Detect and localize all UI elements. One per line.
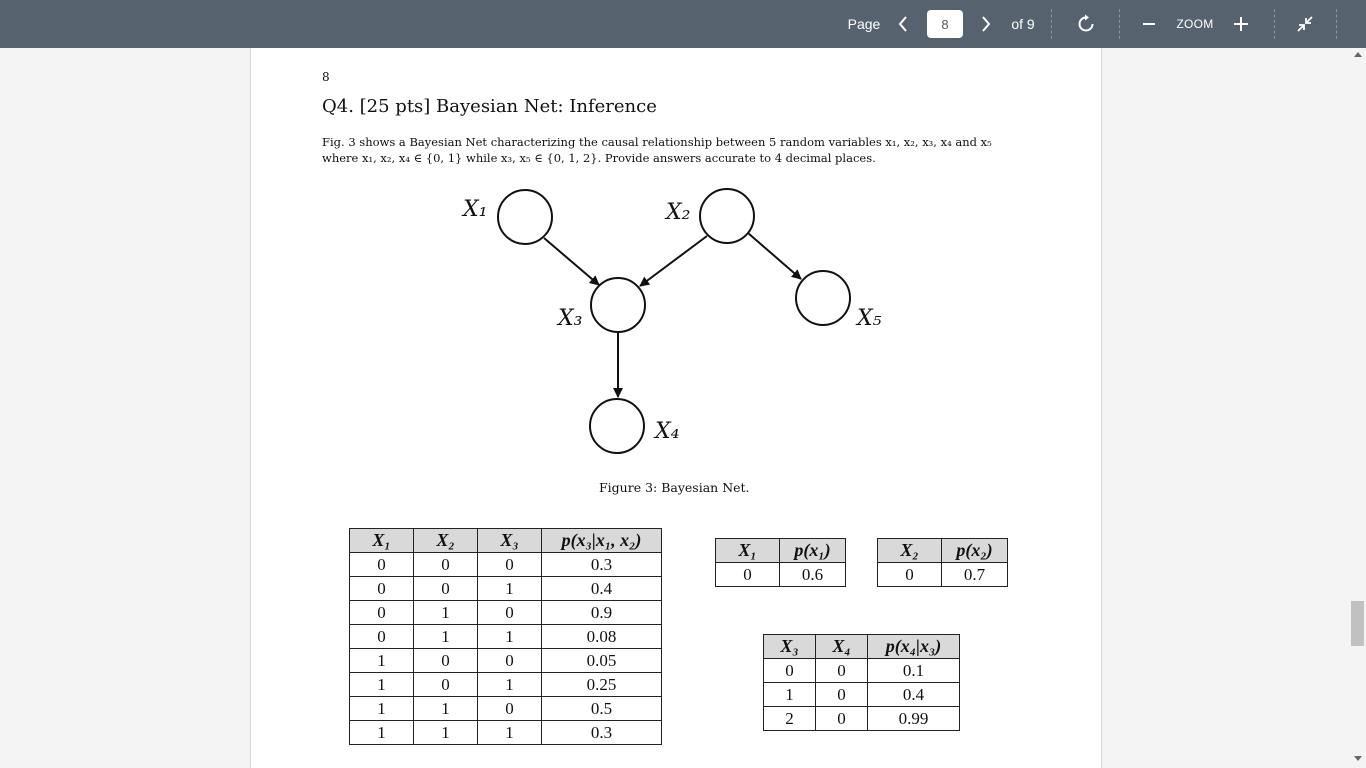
table-cell: 0 [816, 683, 868, 707]
node-label-x4: X₄ [655, 419, 680, 444]
toolbar-divider [1336, 9, 1337, 39]
table-row [350, 649, 662, 673]
table-cell: 0 [764, 659, 816, 683]
column-header: X₂ [414, 529, 478, 553]
node-label-x5: X₅ [857, 306, 882, 331]
vertical-scrollbar[interactable] [1350, 48, 1366, 768]
table-cell: 0.7 [942, 563, 1008, 587]
node-label-x3: X₃ [558, 306, 583, 331]
node-label-x2: X₂ [666, 200, 691, 225]
page-number: 8 [322, 70, 330, 84]
node-x5 [796, 271, 850, 325]
table-cell: 0 [478, 697, 542, 721]
table-cell: 0.6 [780, 563, 846, 587]
plus-icon [1233, 16, 1249, 32]
node-x4 [590, 399, 644, 453]
cpt-table-x3 [349, 528, 662, 745]
table-cell: 0 [816, 659, 868, 683]
table-row [350, 601, 662, 625]
table-row [350, 697, 662, 721]
zoom-label: ZOOM [1176, 17, 1214, 31]
cpt-table-x4 [763, 634, 960, 731]
table-cell: 0.5 [542, 697, 662, 721]
table-cell: 0.3 [542, 721, 662, 745]
table-cell: 1 [414, 625, 478, 649]
paragraph-line: where x₁, x₂, x₄ ∈ {0, 1} while x₃, x₅ ∈ {0, 1, 2}. Provide answers accurate to 4 decimal places. [322, 151, 876, 165]
table-cell: 1 [414, 721, 478, 745]
table-cell: 1 [478, 673, 542, 697]
column-header: X₄ [816, 635, 868, 659]
page-count: of 9 [1011, 16, 1035, 32]
scroll-up-arrow-icon[interactable] [1354, 52, 1362, 57]
table-row [878, 563, 1008, 587]
table-cell: 1 [478, 577, 542, 601]
table-cell: 1 [414, 697, 478, 721]
bayesian-net-figure [251, 48, 1103, 478]
table-row [350, 553, 662, 577]
table-row [350, 625, 662, 649]
prior-table-x2 [877, 538, 1008, 587]
edge-x2-x3 [640, 236, 707, 286]
table-row [716, 563, 846, 587]
table-row [350, 673, 662, 697]
toolbar-divider [1274, 9, 1275, 39]
table-cell: 1 [350, 697, 414, 721]
table-cell: 0.05 [542, 649, 662, 673]
node-x2 [700, 189, 754, 243]
table-cell: 1 [350, 673, 414, 697]
table-cell: 1 [478, 625, 542, 649]
table-row [350, 577, 662, 601]
page-label: Page [847, 16, 881, 32]
table-cell: 0.9 [542, 601, 662, 625]
scroll-down-arrow-icon[interactable] [1354, 756, 1362, 761]
column-header: X₃ [478, 529, 542, 553]
page-number-input[interactable] [927, 10, 963, 38]
table-header-row [764, 635, 960, 659]
scrollbar-thumb[interactable] [1351, 601, 1364, 646]
table-cell: 1 [350, 721, 414, 745]
edge-x1-x3 [544, 238, 599, 285]
table-cell: 0 [350, 577, 414, 601]
table-row [350, 721, 662, 745]
table-cell: 0 [414, 649, 478, 673]
table-row [764, 683, 960, 707]
next-page-button[interactable] [975, 0, 997, 48]
table-row [764, 707, 960, 731]
table-cell: 1 [350, 649, 414, 673]
table-cell: 0.4 [868, 683, 960, 707]
table-cell: 1 [478, 721, 542, 745]
prior-table-x1 [715, 538, 846, 587]
table-cell: 0 [878, 563, 942, 587]
document-page [250, 48, 1102, 768]
zoom-out-button[interactable] [1138, 0, 1160, 48]
column-header: p(x₁) [780, 539, 846, 563]
table-cell: 0 [414, 553, 478, 577]
edge-x2-x5 [748, 233, 801, 279]
viewer-toolbar [0, 0, 1366, 48]
table-cell: 0 [350, 553, 414, 577]
rotate-icon [1075, 13, 1097, 35]
table-cell: 0 [478, 601, 542, 625]
column-header: p(x₄|x₃) [868, 635, 960, 659]
chevron-right-icon [980, 15, 992, 33]
table-cell: 0 [478, 649, 542, 673]
chevron-left-icon [897, 15, 909, 33]
toolbar-divider [1051, 9, 1052, 39]
toolbar-divider [1119, 9, 1120, 39]
table-cell: 0 [478, 553, 542, 577]
rotate-button[interactable] [1072, 0, 1100, 48]
table-cell: 2 [764, 707, 816, 731]
table-cell: 0.25 [542, 673, 662, 697]
collapse-button[interactable] [1292, 0, 1318, 48]
node-x1 [498, 190, 552, 244]
table-cell: 1 [764, 683, 816, 707]
column-header: X₂ [878, 539, 942, 563]
column-header: p(x₃|x₁, x₂) [542, 529, 662, 553]
table-cell: 0.08 [542, 625, 662, 649]
table-header-row [716, 539, 846, 563]
table-cell: 0.3 [542, 553, 662, 577]
table-cell: 0.99 [868, 707, 960, 731]
previous-page-button[interactable] [892, 0, 914, 48]
table-header-row [878, 539, 1008, 563]
column-header: X₁ [716, 539, 780, 563]
table-row [764, 659, 960, 683]
table-cell: 0.1 [868, 659, 960, 683]
table-cell: 0 [414, 577, 478, 601]
node-x3 [591, 278, 645, 332]
column-header: X₁ [350, 529, 414, 553]
paragraph-line: Fig. 3 shows a Bayesian Net characterizing the causal relationship between 5 random variables x₁, x₂, x₃, x₄ and x₅ [322, 135, 992, 149]
table-cell: 1 [414, 601, 478, 625]
table-cell: 0 [350, 625, 414, 649]
figure-caption: Figure 3: Bayesian Net. [599, 480, 750, 495]
node-label-x1: X₁ [463, 197, 488, 222]
column-header: p(x₂) [942, 539, 1008, 563]
question-title: Q4. [25 pts] Bayesian Net: Inference [322, 96, 657, 117]
zoom-in-button[interactable] [1230, 0, 1252, 48]
minus-icon [1142, 17, 1156, 31]
table-cell: 0 [816, 707, 868, 731]
table-cell: 0.4 [542, 577, 662, 601]
table-header-row [350, 529, 662, 553]
table-cell: 0 [350, 601, 414, 625]
collapse-icon [1296, 15, 1314, 33]
table-cell: 0 [716, 563, 780, 587]
column-header: X₃ [764, 635, 816, 659]
table-cell: 0 [414, 673, 478, 697]
